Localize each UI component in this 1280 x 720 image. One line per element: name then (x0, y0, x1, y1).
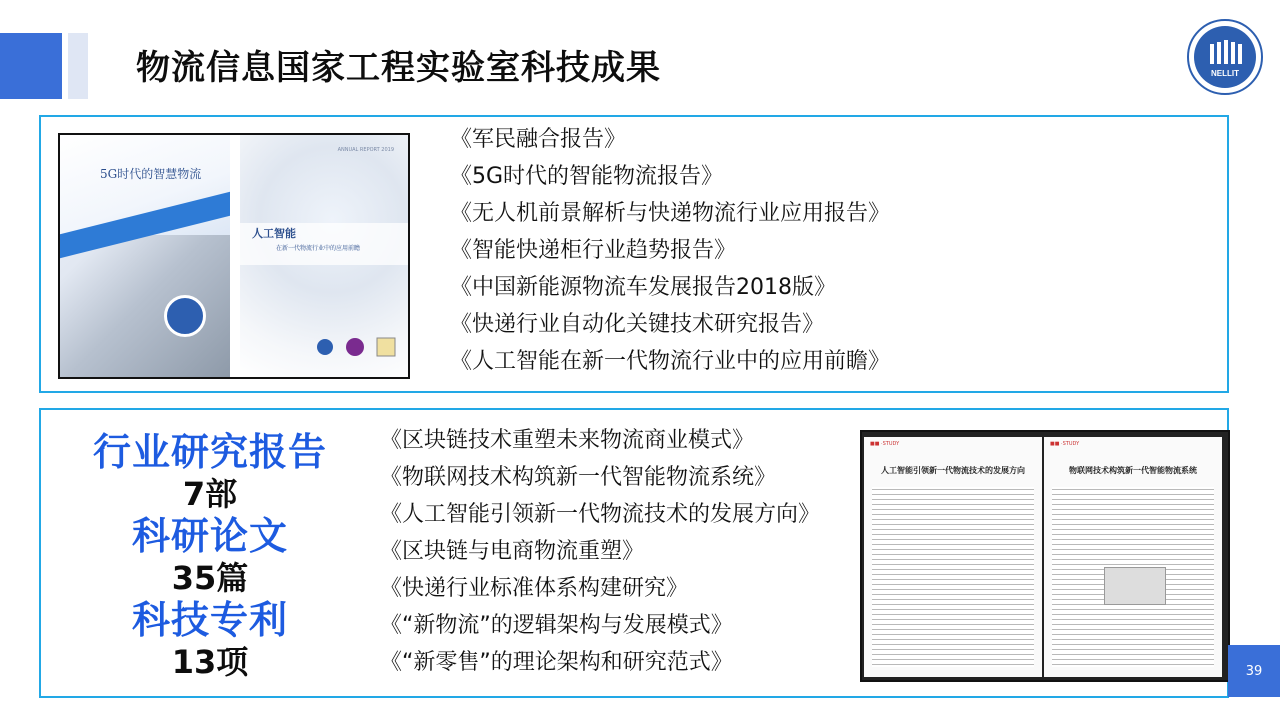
report-item: 《无人机前景解析与快递物流行业应用报告》 (450, 201, 891, 226)
nellit-logo-icon (1186, 18, 1264, 96)
report-item: 《人工智能在新一代物流行业中的应用前瞻》 (450, 349, 891, 374)
stat-value-papers: 35篇 (171, 559, 249, 597)
logo-text: NELLIT (1211, 69, 1239, 78)
paper-page-ai: ■■ ·STUDY 人工智能引领新一代物流技术的发展方向 (864, 437, 1042, 677)
report-item: 《中国新能源物流车发展报告2018版》 (450, 275, 836, 300)
paper-item: 《快递行业标准体系构建研究》 (380, 576, 689, 601)
paper-item: 《物联网技术构筑新一代智能物流系统》 (380, 465, 777, 490)
cover2-title: 人工智能 (252, 227, 296, 240)
header-accent-bar-fade (68, 33, 88, 99)
report-item: 《智能快递柜行业趋势报告》 (450, 238, 737, 263)
achievement-stats (90, 428, 330, 680)
paper-item: 《区块链与电商物流重塑》 (380, 539, 645, 564)
stat-label-reports: 行业研究报告 (92, 430, 327, 474)
paper-page-iot-title: 物联网技术构筑新一代智能物流系统 (1069, 465, 1197, 475)
paper-page-iot: ■■ ·STUDY 物联网技术构筑新一代智能物流系统 (1044, 437, 1222, 677)
report-cover-5g (60, 135, 230, 377)
cover2-subtitle: 在新一代物流行业中的应用前瞻 (276, 245, 361, 252)
header-accent-bar (0, 33, 62, 99)
report-item: 《军民融合报告》 (450, 127, 627, 152)
stat-label-papers: 科研论文 (131, 514, 288, 558)
stat-label-patents: 科技专利 (131, 598, 288, 642)
paper-list (380, 425, 820, 684)
report-item: 《5G时代的智能物流报告》 (450, 164, 724, 189)
partner-logos-icon (315, 335, 405, 359)
stat-value-patents: 13项 (171, 643, 249, 681)
cover1-title: 5G时代的智慧物流 (100, 167, 202, 181)
cover1-logo-icon (164, 295, 206, 337)
stat-value-reports: 7部 (182, 475, 238, 513)
paper-page-ai-title: 人工智能引领新一代物流技术的发展方向 (881, 465, 1025, 475)
paper-item: 《“新零售”的理论架构和研究范式》 (380, 650, 733, 675)
paper-figure (1104, 567, 1166, 605)
page-number: 39 (1228, 645, 1280, 697)
paper-item: 《“新物流”的逻辑架构与发展模式》 (380, 613, 733, 638)
page-title: 物流信息国家工程实验室科技成果 (136, 48, 661, 88)
report-list (450, 125, 890, 384)
report-item: 《快递行业自动化关键技术研究报告》 (450, 312, 825, 337)
report-cover-ai (240, 135, 408, 377)
paper-item: 《区块链技术重塑未来物流商业模式》 (380, 428, 755, 453)
paper-item: 《人工智能引领新一代物流技术的发展方向》 (380, 502, 821, 527)
cover2-annual: ANNUAL REPORT 2019 (337, 147, 394, 153)
